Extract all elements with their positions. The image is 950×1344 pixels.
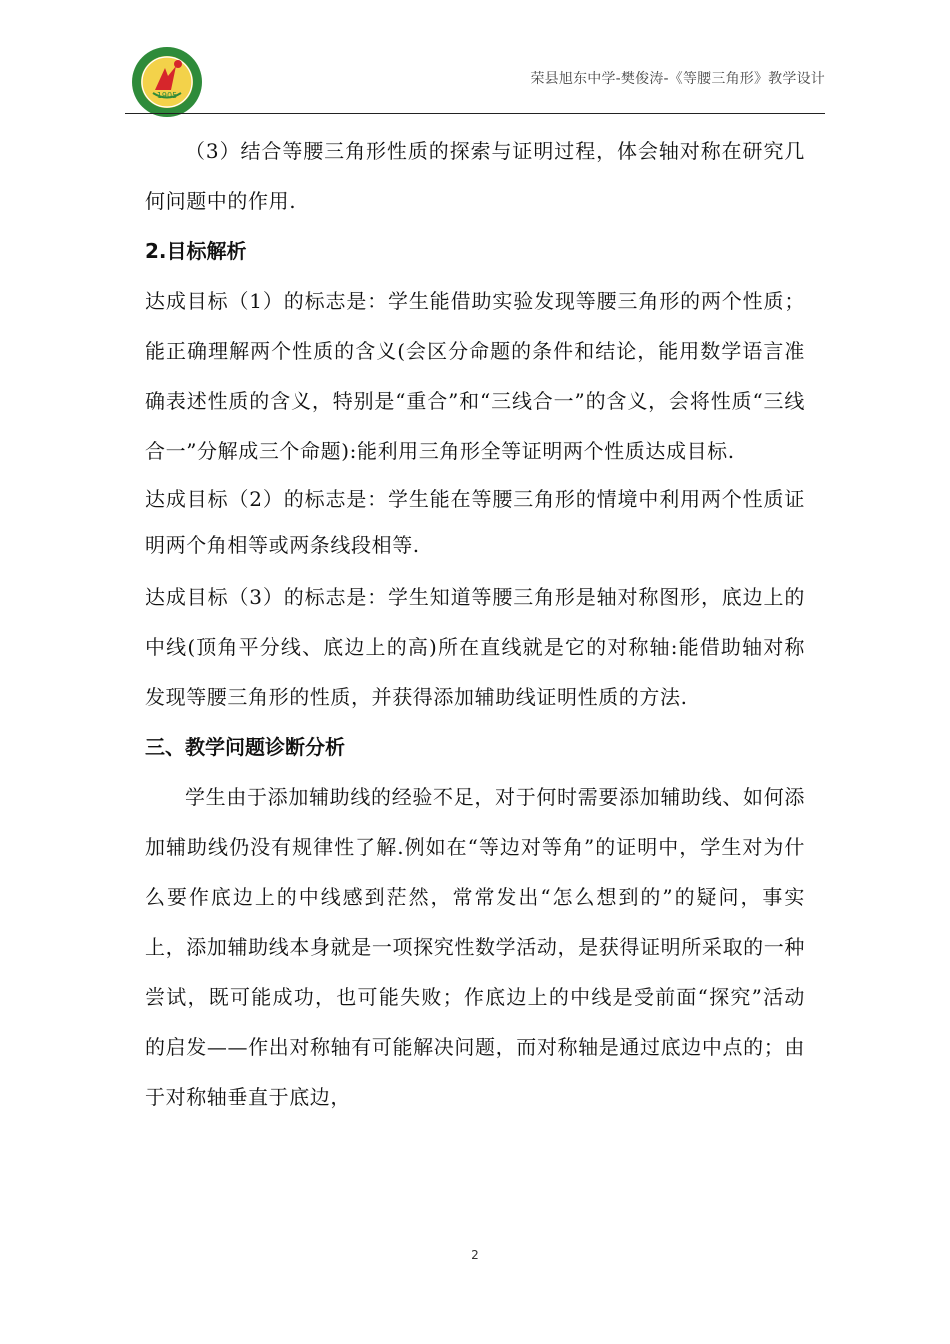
paragraph-goal-1: 达成目标（1）的标志是：学生能借助实验发现等腰三角形的两个性质；能正确理解两个性质的含义(会区分命题的条件和结论，能用数学语言准确表述性质的含义，特别是“重合”和“三线合一”的含义，会将性质“三线合一”分解成三个命题):能利用三角形全等证明两个性质达成目标.	[145, 289, 805, 463]
paragraph-goal-2: 达成目标（2）的标志是：学生能在等腰三角形的情境中利用两个性质证明两个角相等或两条线段相等.	[145, 487, 805, 557]
page-header	[0, 0, 950, 124]
section-heading-goal-analysis: 2.目标解析	[145, 239, 247, 263]
page-number: 2	[471, 1248, 479, 1262]
header-divider	[125, 113, 825, 114]
school-logo-icon	[131, 46, 203, 118]
logo-year: 1905	[156, 91, 178, 100]
header-title: 荣县旭东中学-樊俊涛-《等腰三角形》教学设计	[530, 71, 825, 87]
paragraph-goal-3: 达成目标（3）的标志是：学生知道等腰三角形是轴对称图形，底边上的中线(顶角平分线、底边上的高)所在直线就是它的对称轴:能借助轴对称发现等腰三角形的性质，并获得添加辅助线证明性质的方法.	[145, 585, 805, 709]
paragraph-objective-3: （3）结合等腰三角形性质的探索与证明过程，体会轴对称在研究几何问题中的作用.	[145, 139, 805, 213]
document-body	[145, 126, 805, 1122]
section-heading-problem-diagnosis: 三、教学问题诊断分析	[145, 735, 345, 759]
paragraph-diagnosis: 学生由于添加辅助线的经验不足，对于何时需要添加辅助线、如何添加辅助线仍没有规律性了解.例如在“等边对等角”的证明中，学生对为什么要作底边上的中线感到茫然，常常发出“怎么想到的”的疑问，事实上，添加辅助线本身就是一项探究性数学活动，是获得证明所采取的一种尝试，既可能成功，也可能失败；作底边上的中线是受前面“探究”活动的启发——作出对称轴有可能解决问题，而对称轴是通过底边中点的；由于对称轴垂直于底边，	[145, 785, 805, 1109]
